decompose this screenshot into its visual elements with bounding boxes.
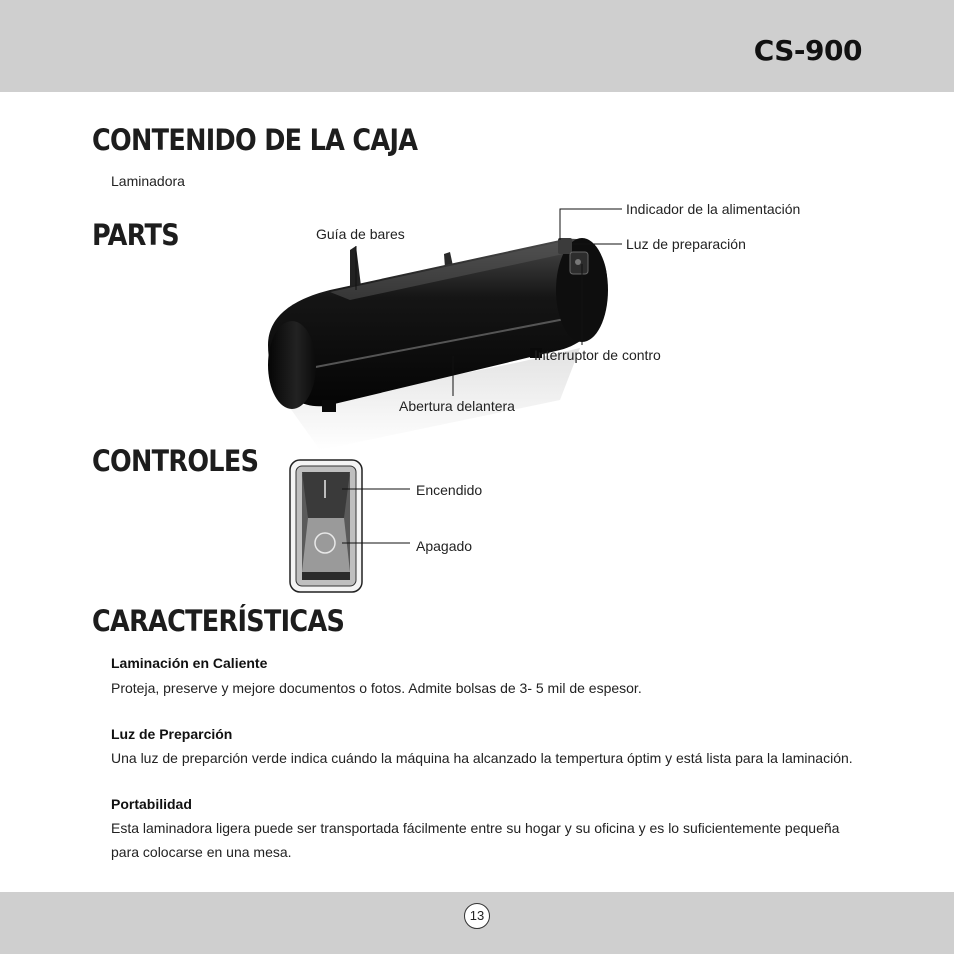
switch-off-side bbox=[302, 518, 350, 572]
feature-body: Proteja, preserve y mejore documentos o fotos. Admite bolsas de 3- 5 mil de espesor. bbox=[111, 680, 642, 696]
label-front-opening: Abertura delantera bbox=[399, 398, 515, 414]
feature-body: Una luz de preparción verde indica cuándo la máquina ha alcanzado la tempertura óptim y está lista para la laminación. bbox=[111, 750, 853, 766]
label-control-switch: Interruptor de contro bbox=[534, 347, 661, 363]
switch-on-side bbox=[302, 472, 350, 518]
feature-title: Luz de Preparción bbox=[111, 726, 233, 742]
features-heading: CARACTERÍSTICAS bbox=[92, 604, 345, 638]
contents-item: Laminadora bbox=[111, 173, 185, 189]
model-name: CS-900 bbox=[753, 34, 862, 67]
label-bar-guide: Guía de bares bbox=[316, 226, 405, 242]
feature-title: Portabilidad bbox=[111, 796, 192, 812]
feature-title: Laminación en Caliente bbox=[111, 655, 268, 671]
label-ready-light: Luz de preparación bbox=[626, 236, 746, 252]
label-off: Apagado bbox=[416, 538, 473, 554]
label-on: Encendido bbox=[416, 482, 483, 498]
feature-body: Esta laminadora ligera puede ser transportada fácilmente entre su hogar y su oficina y es lo suficientemente pequeña para colocarse en una mesa. bbox=[111, 820, 840, 860]
label-power-indicator: Indicador de la alimentación bbox=[626, 201, 801, 217]
contents-heading: CONTENIDO DE LA CAJA bbox=[92, 123, 418, 157]
parts-heading: PARTS bbox=[92, 218, 179, 252]
page-number: 13 bbox=[464, 903, 490, 929]
controls-heading: CONTROLES bbox=[92, 444, 259, 478]
